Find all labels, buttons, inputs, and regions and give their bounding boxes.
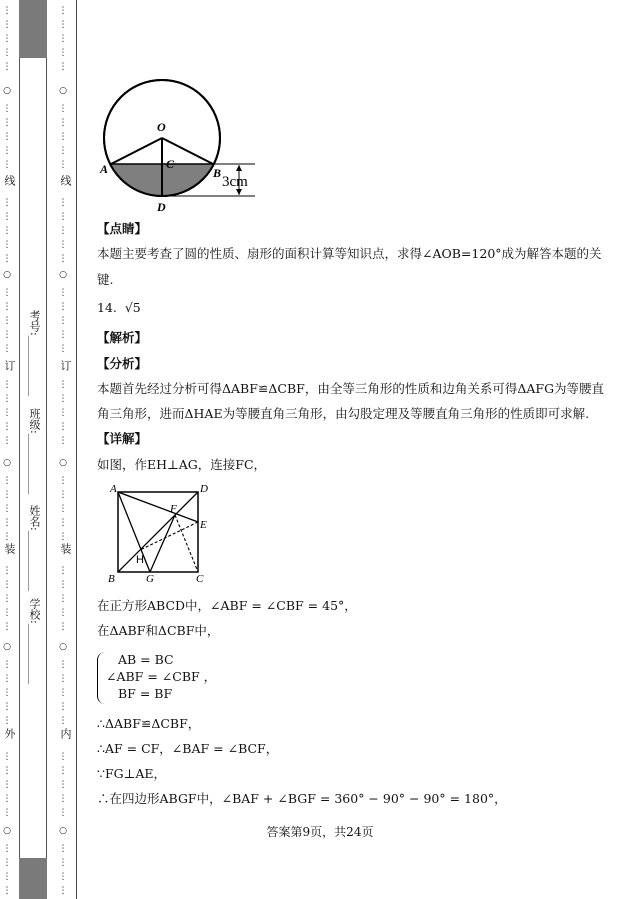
field-name: 姓名:___________	[28, 505, 41, 592]
label-E2: E	[200, 519, 207, 531]
label-B2: B	[108, 573, 115, 585]
inner-dotted-line: ⋮ ⋮ ⋮ ⋮ ⋮ ○ ⋮ ⋮ ⋮ ⋮ ⋮ ⋮ ⋮ ⋮ ⋮ ⋮ ○ ⋮ ⋮ ⋮ ⋮ ⋮ ⋮ ⋮ ⋮ ⋮ ⋮ ○ ⋮ ⋮ ⋮ ⋮ ⋮ ⋮ ⋮ ⋮ ⋮ ⋮ ○ ⋮ ⋮ ⋮ ⋮ ⋮ ⋮ ⋮ ⋮ ⋮ ⋮ ○ ⋮ ⋮ ⋮ ⋮	[58, 6, 68, 896]
step-2: 在ΔABF和ΔCBF中，	[97, 623, 220, 638]
outer-label-xian: 线	[3, 175, 16, 186]
field-school: 学校:___________	[28, 598, 41, 685]
comment-line-1: 本题主要考查了圆的性质、扇形的面积计算等知识点，求得∠AOB=120°成为解答本题的关	[97, 246, 602, 261]
label-C: C	[166, 157, 175, 171]
analysis-heading: 【解析】	[97, 330, 148, 345]
q14-answer: √5	[124, 300, 141, 315]
step-3: ∴ΔABF≌ΔCBF，	[97, 716, 201, 731]
step-6: ∴在四边形ABGF中，∠BAF + ∠BGF = 360° − 90° − 90° = 180°，	[97, 791, 507, 806]
label-O: O	[157, 120, 166, 134]
step-4: ∴AF = CF，∠BAF = ∠BCF，	[97, 741, 279, 756]
label-G2: G	[146, 573, 154, 585]
outer-dotted-line: ⋮ ⋮ ⋮ ⋮ ⋮ ○ ⋮ ⋮ ⋮ ⋮ ⋮ ⋮ ⋮ ⋮ ⋮ ⋮ ○ ⋮ ⋮ ⋮ ⋮ ⋮ ⋮ ⋮ ⋮ ⋮ ⋮ ○ ⋮ ⋮ ⋮ ⋮ ⋮ ⋮ ⋮ ⋮ ⋮ ⋮ ○ ⋮ ⋮ ⋮ ⋮ ⋮ ⋮ ⋮ ⋮ ⋮ ⋮ ○ ⋮ ⋮ ⋮ ⋮	[2, 6, 12, 896]
field-class: 班级:___________	[28, 408, 41, 495]
step-1: 在正方形ABCD中，∠ABF = ∠CBF = 45°，	[97, 598, 357, 613]
top-gray-bar	[19, 0, 47, 58]
outer-label-wai: 外	[3, 728, 16, 739]
inner-label-zhuang: 装	[59, 543, 72, 554]
comment-line-2: 键.	[97, 272, 114, 287]
fenxi-line-1: 本题首先经过分析可得ΔABF≌ΔCBF，由全等三角形的性质和边角关系可得ΔAFG为等腰直	[97, 381, 605, 396]
inner-label-xian: 线	[59, 175, 72, 186]
binding-margin	[0, 0, 80, 899]
field-exam-number: 考号:___________	[28, 310, 41, 397]
label-B: B	[213, 166, 222, 180]
question-14: 14. √5	[97, 300, 141, 315]
label-D2: D	[200, 483, 208, 495]
circle-figure	[95, 65, 265, 215]
bottom-gray-bar	[19, 858, 47, 899]
label-A2: A	[110, 483, 117, 495]
label-C2: C	[196, 573, 204, 585]
label-H2: H	[136, 554, 144, 566]
dimension-label: 3cm	[222, 174, 248, 190]
label-F2: F	[170, 503, 177, 515]
page-footer: 答案第9页，共24页	[266, 825, 374, 839]
detail-heading: 【详解】	[97, 431, 148, 446]
step-5: ∵FG⊥AE，	[97, 766, 167, 781]
outer-label-zhuang: 装	[3, 543, 16, 554]
fenxi-line-2: 角三角形，进而ΔHAE为等腰直角三角形，由勾股定理及等腰直角三角形的性质即可求解.	[97, 406, 590, 421]
system-line-1: AB = BC	[118, 652, 174, 667]
binding-border-line	[76, 0, 77, 899]
system-line-2: ∠ABF = ∠CBF ，	[106, 669, 217, 684]
comment-heading: 【点睛】	[97, 221, 148, 236]
inner-label-ding: 订	[59, 360, 72, 371]
fenxi-heading: 【分析】	[97, 356, 148, 371]
inner-label-nei: 内	[59, 728, 72, 739]
square-figure	[100, 478, 220, 588]
outer-label-ding: 订	[3, 360, 16, 371]
label-A: A	[100, 162, 109, 176]
label-D: D	[157, 200, 166, 214]
detail-intro: 如图，作EH⊥AG，连接FC，	[97, 457, 267, 472]
system-line-3: BF = BF	[118, 686, 173, 701]
